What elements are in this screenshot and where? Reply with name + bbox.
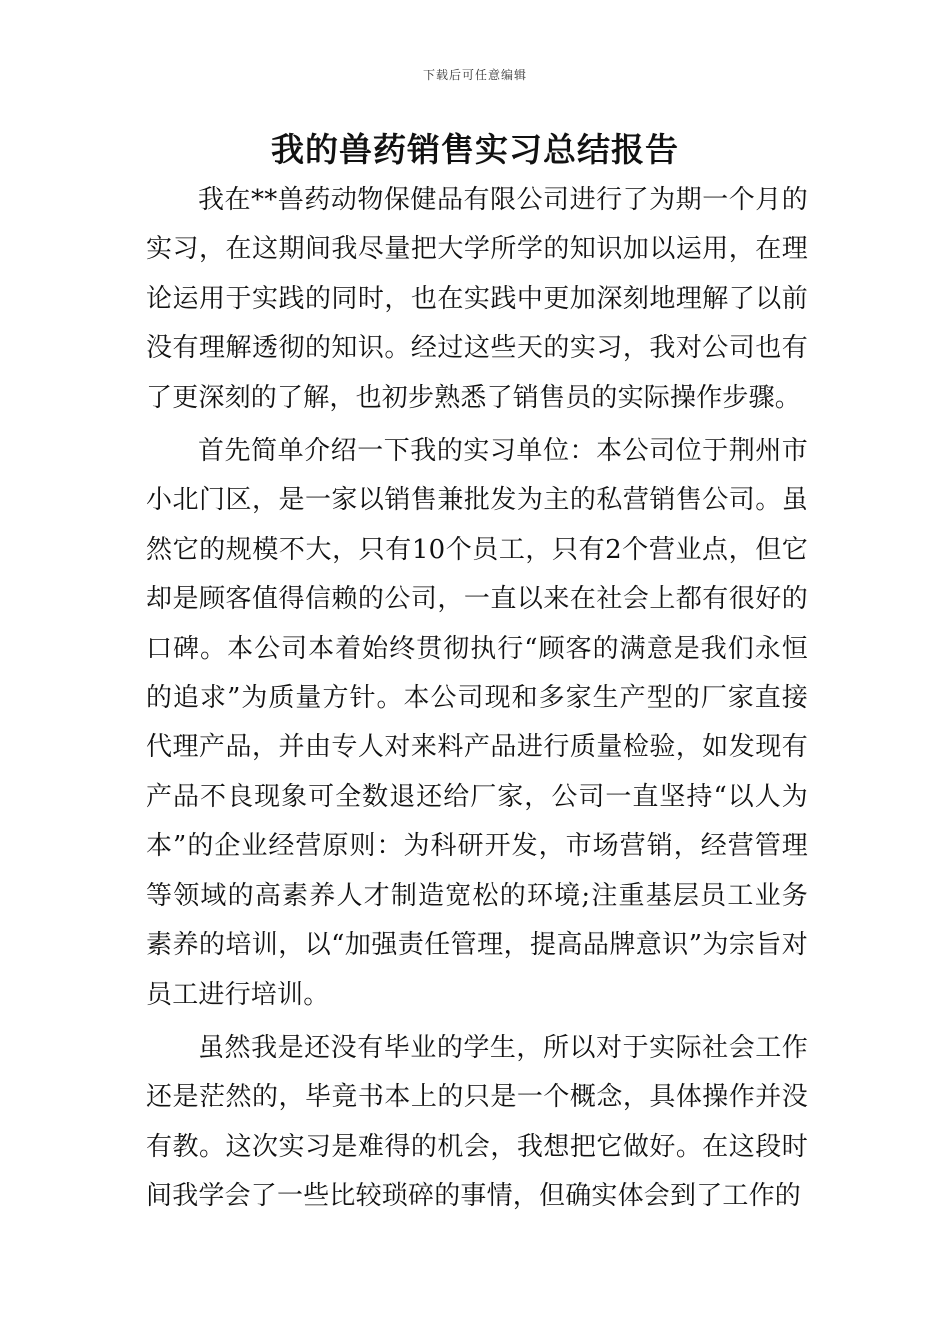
paragraph-1: 我在**兽药动物保健品有限公司进行了为期一个月的实习，在这期间我尽量把大学所学的知识加以运用，在理论运用于实践的同时，也在实践中更加深刻地理解了以前没有理解透彻的知识。经过这些天的实习，我对公司也有了更深刻的了解，也初步熟悉了销售员的实际操作步骤。: [146, 185, 808, 413]
paragraph-2: 首先简单介绍一下我的实习单位：本公司位于荆州市小北门区，是一家以销售兼批发为主的私营销售公司。虽然它的规模不大，只有10个员工，只有2个营业点，但它却是顾客值得信赖的公司，一直以来在社会上都有很好的口碑。本公司本着始终贯彻执行“顾客的满意是我们永恒的追求”为质量方针。本公司现和多家生产型的厂家直接代理产品，并由专人对来料产品进行质量检验，如发现有产品不良现象可全数退还给厂家，公司一直坚持“以人为本”的企业经营原则：为科研开发，市场营销，经营管理等领域的高素养人才制造宽松的环境;注重基层员工业务素养的培训，以“加强责任管理，提高品牌意识”为宗旨对员工进行培训。: [146, 436, 808, 1010]
paragraph-3: 虽然我是还没有毕业的学生，所以对于实际社会工作还是茫然的，毕竟书本上的只是一个概念，具体操作并没有教。这次实习是难得的机会，我想把它做好。在这段时间我学会了一些比较琐碎的事情，但确实体会到了工作的: [146, 1032, 808, 1212]
document-title: 我的兽药销售实习总结报告: [271, 130, 679, 169]
header-note: 下载后可任意编辑: [422, 68, 527, 82]
document-body: [146, 176, 808, 1222]
